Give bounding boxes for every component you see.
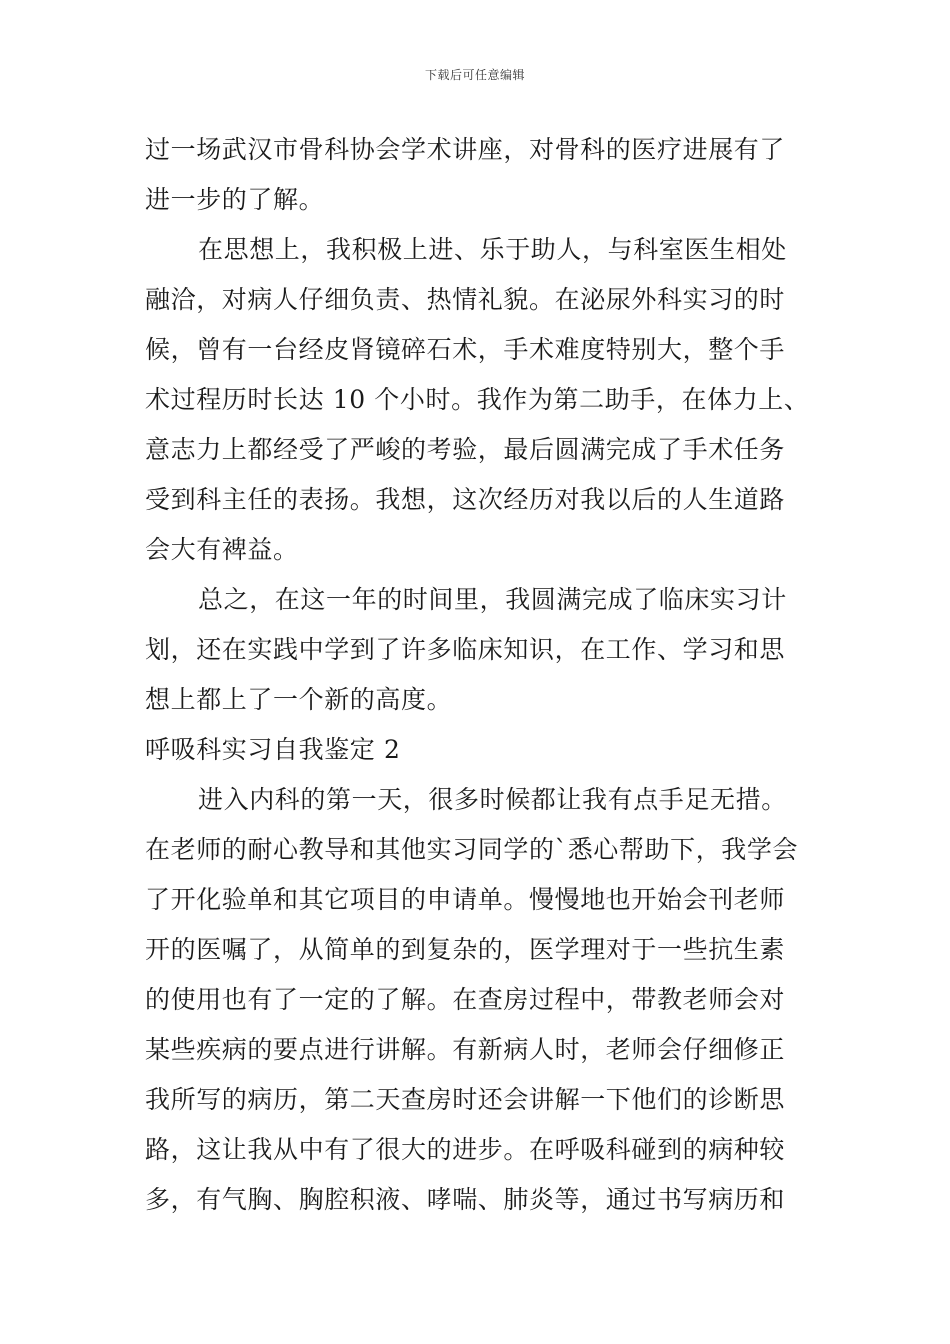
- text-line: 候，曾有一台经皮肾镜碎石术，手术难度特别大，整个手: [145, 335, 786, 364]
- text-line: 过一场武汉市骨科协会学术讲座，对骨科的医疗进展有了: [145, 135, 786, 164]
- paragraph-first-line: 在思想上，我积极上进、乐于助人，与科室医生相处: [198, 235, 787, 264]
- text-line: 某些疾病的要点进行讲解。有新病人时，老师会仔细修正: [145, 1035, 786, 1064]
- text-line: 想上都上了一个新的高度。: [145, 685, 453, 714]
- text-line: 的使用也有了一定的了解。在查房过程中，带教老师会对: [145, 985, 786, 1014]
- page-header-note: 下载后可任意编辑: [424, 68, 525, 82]
- section-heading: 呼吸科实习自我鉴定 2: [145, 735, 401, 764]
- text-line: 会大有裨益。: [145, 535, 299, 564]
- text-line: 进一步的了解。: [145, 185, 325, 214]
- text-line: 意志力上都经受了严峻的考验，最后圆满完成了手术任务: [145, 435, 786, 464]
- text-line: 路，这让我从中有了很大的进步。在呼吸科碰到的病种较: [145, 1135, 786, 1164]
- text-line: 开的医嘱了，从简单的到复杂的，医学理对于一些抗生素: [145, 935, 786, 964]
- text-line: 我所写的病历，第二天查房时还会讲解一下他们的诊断思: [145, 1085, 786, 1114]
- text-line: 了开化验单和其它项目的申请单。慢慢地也开始会刊老师: [145, 885, 786, 914]
- text-line: 术过程历时长达 10 个小时。我作为第二助手，在体力上、: [145, 385, 810, 414]
- paragraph-first-line: 进入内科的第一天，很多时候都让我有点手足无措。: [198, 785, 787, 814]
- text-line: 融洽，对病人仔细负责、热情礼貌。在泌尿外科实习的时: [145, 285, 786, 314]
- text-line: 多，有气胸、胸腔积液、哮喘、肺炎等，通过书写病历和: [145, 1185, 786, 1214]
- text-line: 划，还在实践中学到了许多临床知识，在工作、学习和思: [145, 635, 786, 664]
- text-line: 在老师的耐心教导和其他实习同学的`悉心帮助下，我学会: [145, 835, 799, 864]
- paragraph-first-line: 总之，在这一年的时间里，我圆满完成了临床实习计: [198, 585, 787, 614]
- text-line: 受到科主任的表扬。我想，这次经历对我以后的人生道路: [145, 485, 786, 514]
